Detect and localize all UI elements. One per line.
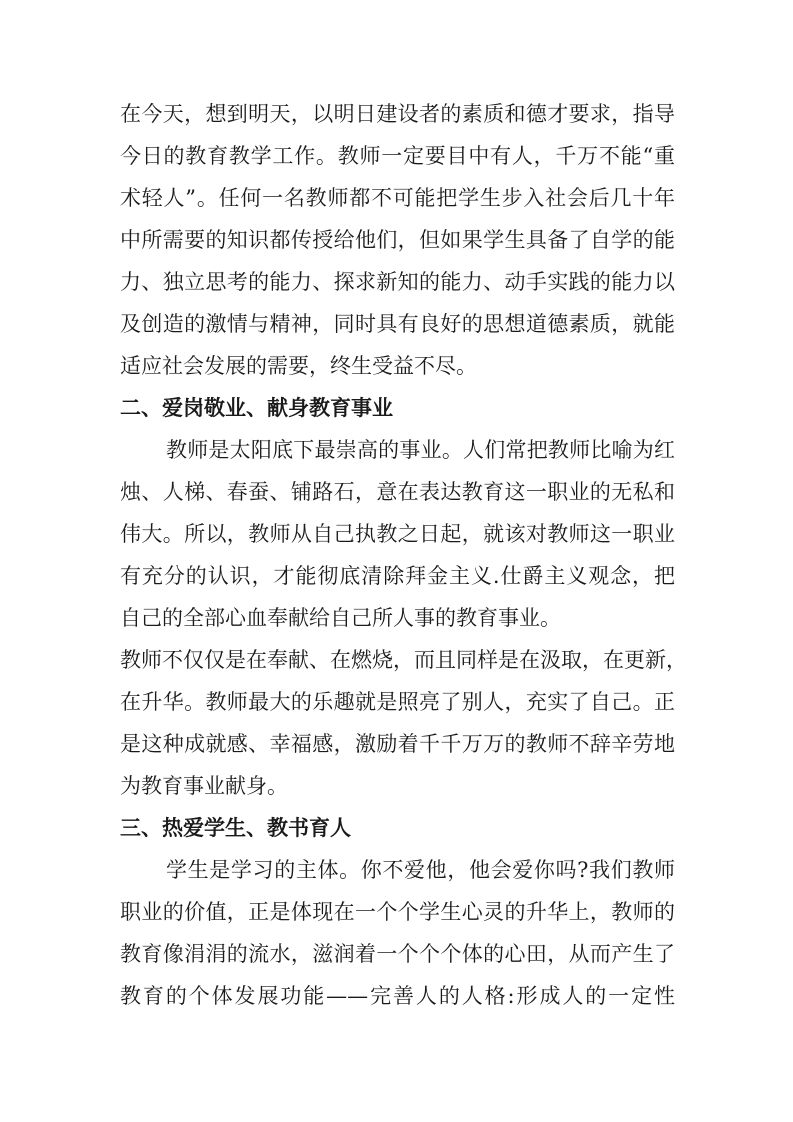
paragraph-line: 教育像涓涓的流水，滋润着一个个个体的心田，从而产生了: [120, 942, 675, 966]
paragraph-line: 伟大。所以，教师从自己执教之日起，就该对教师这一职业: [120, 522, 675, 546]
paragraph-line: 在升华。教师最大的乐趣就是照亮了别人，充实了自己。正: [120, 690, 675, 714]
paragraph-line: 是这种成就感、幸福感，激励着千千万万的教师不辞辛劳地: [120, 732, 675, 756]
paragraph-line: 教育的个体发展功能——完善人的人格:形成人的一定性: [120, 984, 675, 1008]
paragraph-line: 适应社会发展的需要，终生受益不尽。: [120, 354, 477, 378]
paragraph-line: 中所需要的知识都传授给他们，但如果学生具备了自学的能: [120, 228, 675, 252]
paragraph-line: 职业的价值，正是体现在一个个学生心灵的升华上，教师的: [120, 900, 675, 924]
section-heading-2: 二、爱岗敬业、献身教育事业: [120, 396, 393, 420]
paragraph-line: 及创造的激情与精神，同时具有良好的思想道德素质，就能: [120, 312, 675, 336]
paragraph-line: 烛、人梯、春蚕、铺路石，意在表达教育这一职业的无私和: [120, 480, 675, 504]
paragraph-line: 为教育事业献身。: [120, 774, 288, 798]
paragraph-line: 教师是太阳底下最崇高的事业。人们常把教师比喻为红: [166, 438, 675, 462]
paragraph-line: 术轻人”。任何一名教师都不可能把学生步入社会后几十年: [120, 186, 675, 210]
paragraph-line: 今日的教育教学工作。教师一定要目中有人，千万不能“重: [120, 144, 675, 168]
section-heading-3: 三、热爱学生、教书育人: [120, 816, 351, 840]
paragraph-line: 力、独立思考的能力、探求新知的能力、动手实践的能力以: [120, 270, 675, 294]
paragraph-line: 自己的全部心血奉献给自己所人事的教育事业。: [120, 606, 561, 630]
paragraph-line: 教师不仅仅是在奉献、在燃烧，而且同样是在汲取，在更新，: [120, 648, 687, 672]
paragraph-line: 有充分的认识，才能彻底清除拜金主义.仕爵主义观念，把: [120, 564, 675, 588]
paragraph-line: 学生是学习的主体。你不爱他，他会爱你吗?我们教师: [166, 858, 675, 882]
paragraph-line: 在今天，想到明天，以明日建设者的素质和德才要求，指导: [120, 102, 675, 126]
